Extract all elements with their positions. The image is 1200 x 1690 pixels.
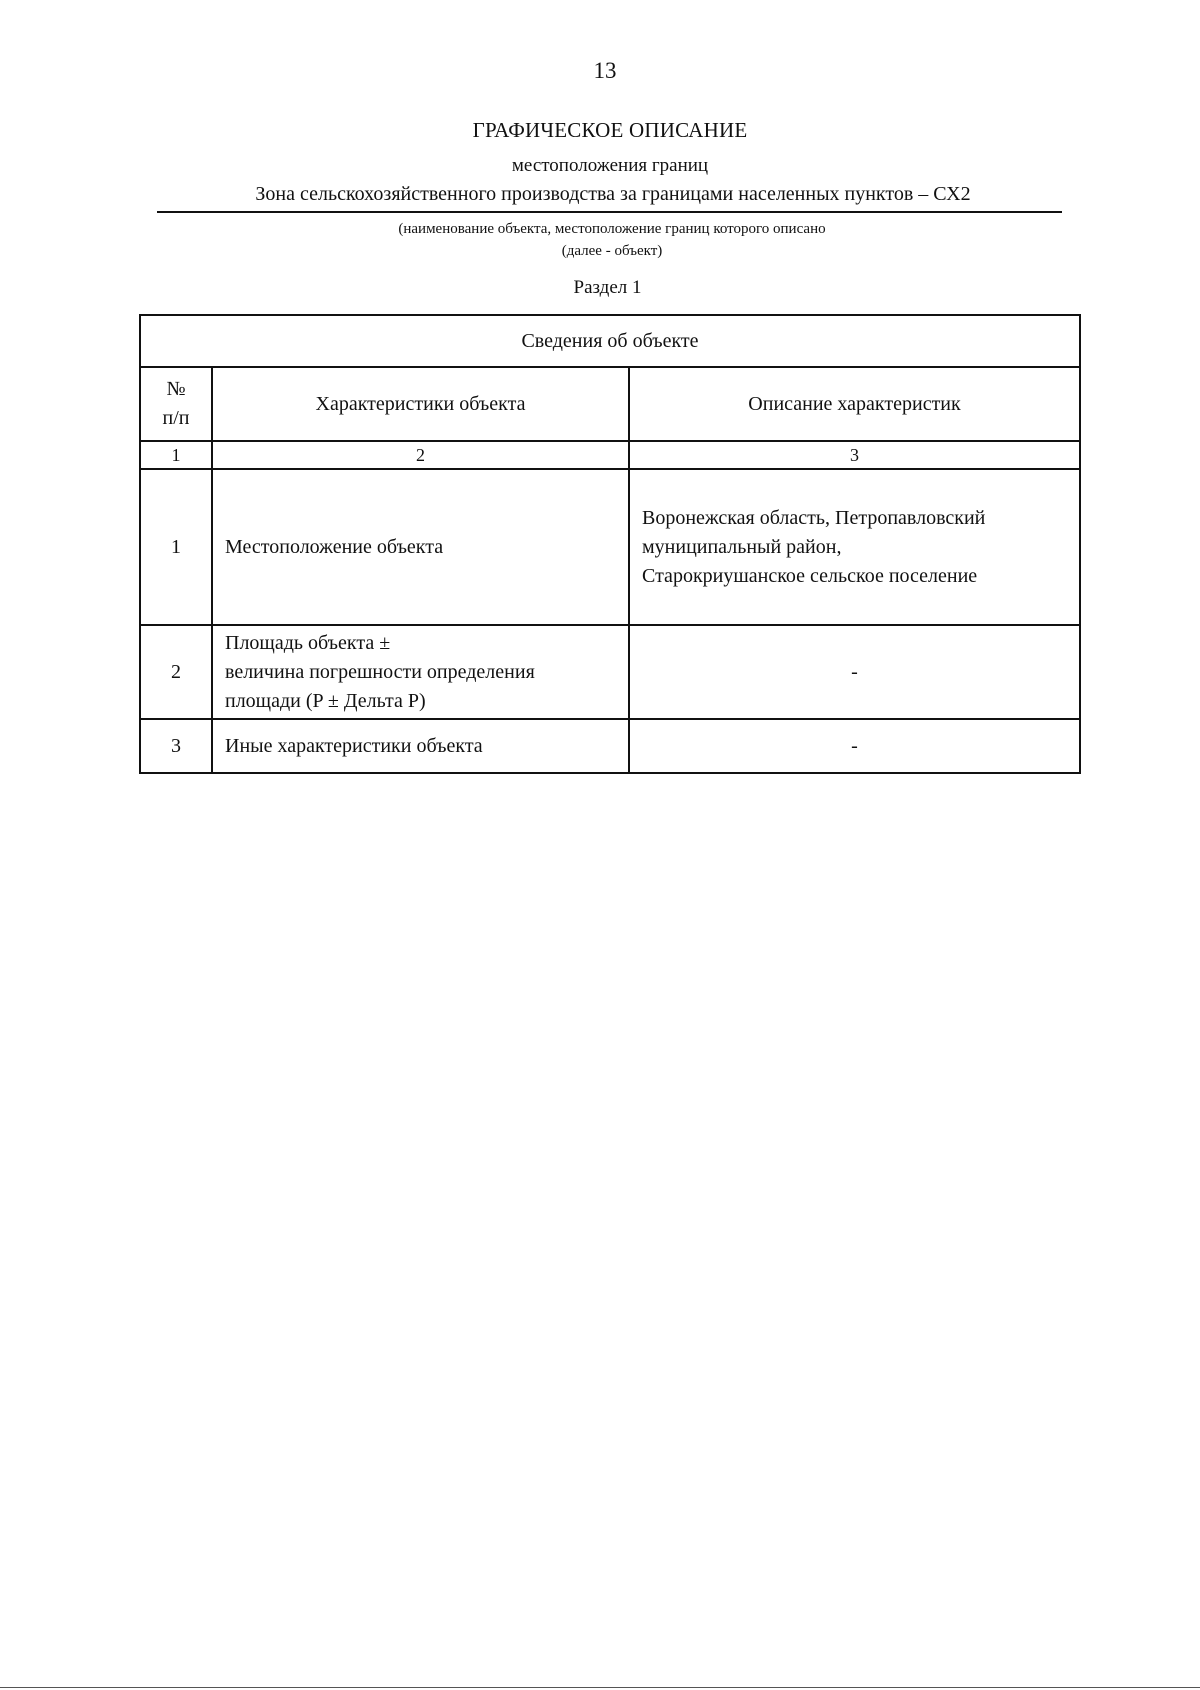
object-name: Зона сельскохозяйственного производства за границами населенных пунктов – СХ2	[255, 183, 971, 205]
row-number: 3	[140, 719, 212, 773]
row-number: 1	[140, 469, 212, 625]
object-caption-line-2: (далее - объект)	[561, 243, 663, 259]
object-info-table	[139, 314, 1081, 774]
row-description: Воронежская область, Петропавловский муниципальный район, Старокриушанское сельское поселение	[629, 469, 1080, 625]
section-label: Раздел 1	[573, 277, 642, 298]
table-row	[140, 469, 1080, 625]
header-description: Описание характеристик	[629, 367, 1080, 441]
header-number: № п/п	[140, 367, 212, 441]
column-number-2: 2	[212, 441, 629, 469]
table-row	[140, 719, 1080, 773]
row-characteristic: Местоположение объекта	[212, 469, 629, 625]
page-bottom-edge	[0, 1687, 1200, 1688]
table-header-row	[140, 367, 1080, 441]
object-caption	[0, 218, 1200, 262]
row-description: -	[629, 719, 1080, 773]
table-caption-row	[140, 315, 1080, 367]
column-number-row	[140, 441, 1080, 469]
document-title: ГРАФИЧЕСКОЕ ОПИСАНИЕ	[472, 118, 748, 142]
table-caption: Сведения об объекте	[140, 315, 1080, 367]
row-characteristic: Иные характеристики объекта	[212, 719, 629, 773]
page-number: 13	[593, 58, 617, 83]
header-characteristics: Характеристики объекта	[212, 367, 629, 441]
row-characteristic: Площадь объекта ± величина погрешности определения площади (P ± Дельта P)	[212, 625, 629, 719]
column-number-3: 3	[629, 441, 1080, 469]
column-number-1: 1	[140, 441, 212, 469]
table-row	[140, 625, 1080, 719]
document-subtitle: местоположения границ	[511, 155, 709, 176]
row-description: -	[629, 625, 1080, 719]
object-name-underline	[157, 211, 1062, 213]
row-number: 2	[140, 625, 212, 719]
object-caption-line-1: (наименование объекта, местоположение границ которого описано	[398, 221, 826, 237]
